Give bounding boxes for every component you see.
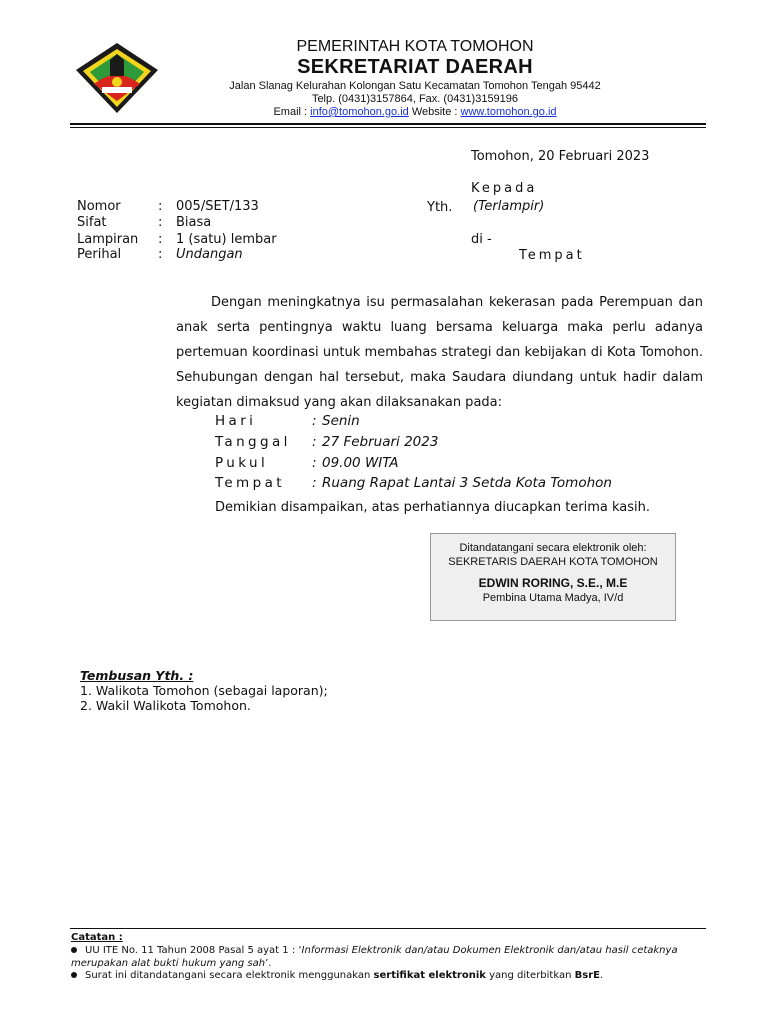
detail-label-hari: Hari	[215, 413, 257, 429]
note2-mid: yang diterbitkan	[485, 970, 575, 981]
header-contact	[180, 106, 650, 118]
email-label: Email :	[273, 106, 311, 118]
meta-label-perihal: Perihal	[77, 247, 122, 262]
bullet-icon	[71, 947, 77, 953]
tembusan-title: Tembusan Yth. :	[80, 668, 194, 683]
note1-quote: Informasi Elektronik dan/atau Dokumen Elektronik dan/atau hasil cetaknya merupakan alat bukti hukum yang sah	[71, 945, 678, 969]
di-label: di -	[471, 232, 492, 247]
tembusan-item: 1. Walikota Tomohon (sebagai laporan);	[80, 683, 328, 698]
header-phone: Telp. (0431)3157864, Fax. (0431)3159196	[311, 93, 519, 105]
yth-label: Yth.	[427, 200, 453, 215]
detail-label-pukul: Pukul	[215, 455, 269, 471]
meta-sep: :	[158, 215, 163, 230]
meta-label-lampiran: Lampiran	[77, 232, 139, 247]
header-rule-thin	[70, 127, 706, 128]
detail-value-tempat: Ruang Rapat Lantai 3 Setda Kota Tomohon	[322, 475, 612, 491]
tomohon-emblem-logo	[72, 40, 162, 116]
detail-sep: :	[312, 455, 317, 471]
signature-rank: Pembina Utama Madya, IV/d	[482, 592, 624, 604]
place-date: Tomohon, 20 Februari 2023	[471, 149, 650, 164]
website-label: Website :	[408, 106, 461, 118]
detail-value-tanggal: 27 Februari 2023	[322, 434, 439, 450]
note2-bold1: sertifikat elektronik	[373, 970, 486, 981]
header-office-name: SEKRETARIAT DAERAH	[297, 56, 533, 78]
meta-value-sifat: Biasa	[176, 215, 212, 230]
meta-sep: :	[158, 199, 163, 214]
catatan-title: Catatan :	[71, 932, 123, 943]
letter-body-text: Dengan meningkatnya isu permasalahan kekerasan pada Perempuan dan anak serta pentingnya waktu luang bersama keluarga maka perlu adanya pertemuan koordinasi untuk membahas strategi dan kebijakan di Kota Tomohon. Sehubungan dengan hal tersebut, maka Saudara diundang untuk hadir dalam kegiatan dimaksud yang akan dilaksanakan pada:	[176, 295, 703, 410]
letter-body	[176, 290, 703, 415]
detail-sep: :	[312, 413, 317, 429]
header-government-name: PEMERINTAH KOTA TOMOHON	[296, 38, 534, 55]
catatan-note-2	[71, 970, 603, 981]
note2-bold2: BsrE	[574, 970, 600, 981]
note2-prefix: Surat ini ditandatangani secara elektronik menggunakan	[85, 970, 374, 981]
meta-value-lampiran: 1 (satu) lembar	[176, 232, 277, 247]
meta-value-nomor: 005/SET/133	[176, 199, 259, 214]
tempat-label: Tempat	[519, 248, 585, 263]
note2-suffix: .	[599, 970, 604, 981]
detail-value-pukul: 09.00 WITA	[322, 455, 399, 471]
detail-value-hari: Senin	[322, 413, 360, 429]
signature-position: SEKRETARIS DAERAH KOTA TOMOHON	[448, 556, 658, 568]
detail-label-tempat: Tempat	[215, 475, 285, 491]
meta-sep: :	[158, 232, 163, 247]
signature-name: EDWIN RORING, S.E., M.E	[478, 576, 628, 590]
meta-label-sifat: Sifat	[77, 215, 107, 230]
meta-label-nomor: Nomor	[77, 199, 121, 214]
detail-label-tanggal: Tanggal	[215, 434, 291, 450]
email-link[interactable]: info@tomohon.go.id	[310, 106, 409, 118]
meta-sep: :	[158, 247, 163, 262]
meta-value-perihal: Undangan	[176, 247, 243, 262]
footer-rule	[70, 928, 706, 929]
bullet-icon	[71, 972, 77, 978]
signature-line1: Ditandatangani secara elektronik oleh:	[459, 542, 647, 554]
website-link[interactable]: www.tomohon.go.id	[460, 106, 557, 118]
header-rule-thick	[70, 123, 706, 125]
header-address: Jalan Slanag Kelurahan Kolongan Satu Kecamatan Tomohon Tengah 95442	[229, 80, 601, 92]
detail-sep: :	[312, 475, 317, 491]
catatan-note-1	[71, 944, 706, 970]
tembusan-item: 2. Wakil Walikota Tomohon.	[80, 698, 251, 713]
kepada-label: Kepada	[471, 181, 538, 196]
detail-sep: :	[312, 434, 317, 450]
note1-suffix: ’.	[265, 958, 272, 969]
electronic-signature-box	[430, 533, 676, 621]
closing-sentence: Demikian disampaikan, atas perhatiannya diucapkan terima kasih.	[215, 500, 651, 515]
note1-prefix: UU ITE No. 11 Tahun 2008 Pasal 5 ayat 1 : ‘	[85, 945, 302, 956]
recipient: (Terlampir)	[473, 199, 545, 214]
